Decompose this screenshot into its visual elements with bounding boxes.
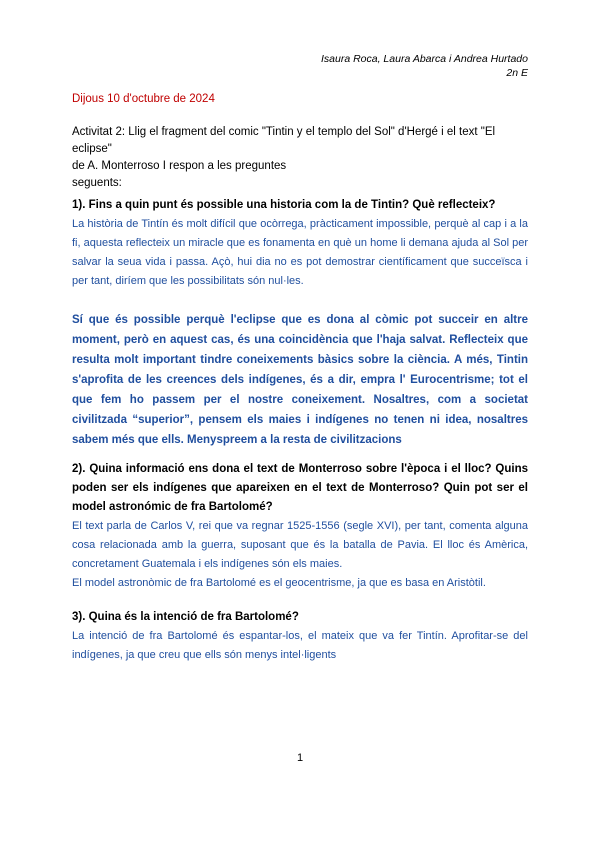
intro-line-2: de A. Monterroso I respon a les preguntes (72, 160, 287, 172)
question-2-section (72, 460, 528, 593)
question-1: 1). Fins a quin punt és possible una historia com la de Tintin? Què reflecteix? (72, 199, 496, 211)
activity-intro (72, 124, 528, 192)
answer-1-paragraph-1: La història de Tintín és molt difícil que ocòrrega, pràcticament impossible, perquè al cap i a la fi, aquesta reflecteix un miracle que es fonamenta en què un home li demana ajuda al Sol per salvar la seua vida i passa. Açò, hui dia no es pot demostrar científicament que succeïsca i per tant, diríem que les possibilitats són nul·les. (72, 218, 528, 287)
header-authors-block (321, 52, 528, 80)
intro-line-3: seguents: (72, 177, 122, 189)
question-3-section (72, 608, 528, 665)
authors-line: Isaura Roca, Laura Abarca i Andrea Hurtado (320, 53, 528, 65)
question-3: 3). Quina és la intenció de fra Bartolomé? (72, 611, 299, 623)
question-1-section (72, 196, 528, 450)
answer-2-paragraph-1: El text parla de Carlos V, rei que va regnar 1525-1556 (segle XVI), per tant, comenta alguna cosa relacionada amb la guerra, suposant que és la batalla de Pavia. El lloc és Amèrica, concretament Guatemala i els indígenes són els maies. (72, 520, 528, 570)
answer-1-paragraph-2: Sí que és possible perquè l'eclipse que es dona al còmic pot succeir en altre moment, però en aquest cas, és una coincidència que l'haja salvat. Reflecteix que resulta molt important tindre coneixements bàsics sobre la ciència. A més, Tintin s'aprofita de les creences dels indígenes, és a dir, empra l' Eurocentrisme; tot el que fem ho passem per el nostre coneixement. Nosaltres, com a societat civilitzada “superior”, pensem els maies i indígenes no tenen ni idea, nosaltres sabem més que ells. Menyspreem a la resta de civilitzacions (72, 314, 528, 446)
question-2: 2). Quina informació ens dona el text de Monterroso sobre l'època i el lloc? Quins poden ser els indígenes que apareixen en el text de Monterroso? Quin pot ser el model astronómic de fra Bartolomé? (72, 463, 528, 513)
date-line: Dijous 10 d'octubre de 2024 (72, 93, 215, 105)
answer-3-paragraph-1: La intenció de fra Bartolomé és espantar-los, el mateix que va fer Tintín. Aprofitar-se del indígenes, ja que creu que ells són menys intel·ligents (72, 630, 528, 661)
page-number: 1 (296, 752, 304, 764)
answer-2-paragraph-2: El model astronòmic de fra Bartolomé es el geocentrisme, ja que es basa en Aristòtil. (72, 577, 486, 589)
intro-line-1: Activitat 2: Llig el fragment del comic "Tintin y el templo del Sol" d'Hergé i el text "El eclipse" (72, 126, 496, 155)
class-line: 2n E (506, 67, 528, 79)
